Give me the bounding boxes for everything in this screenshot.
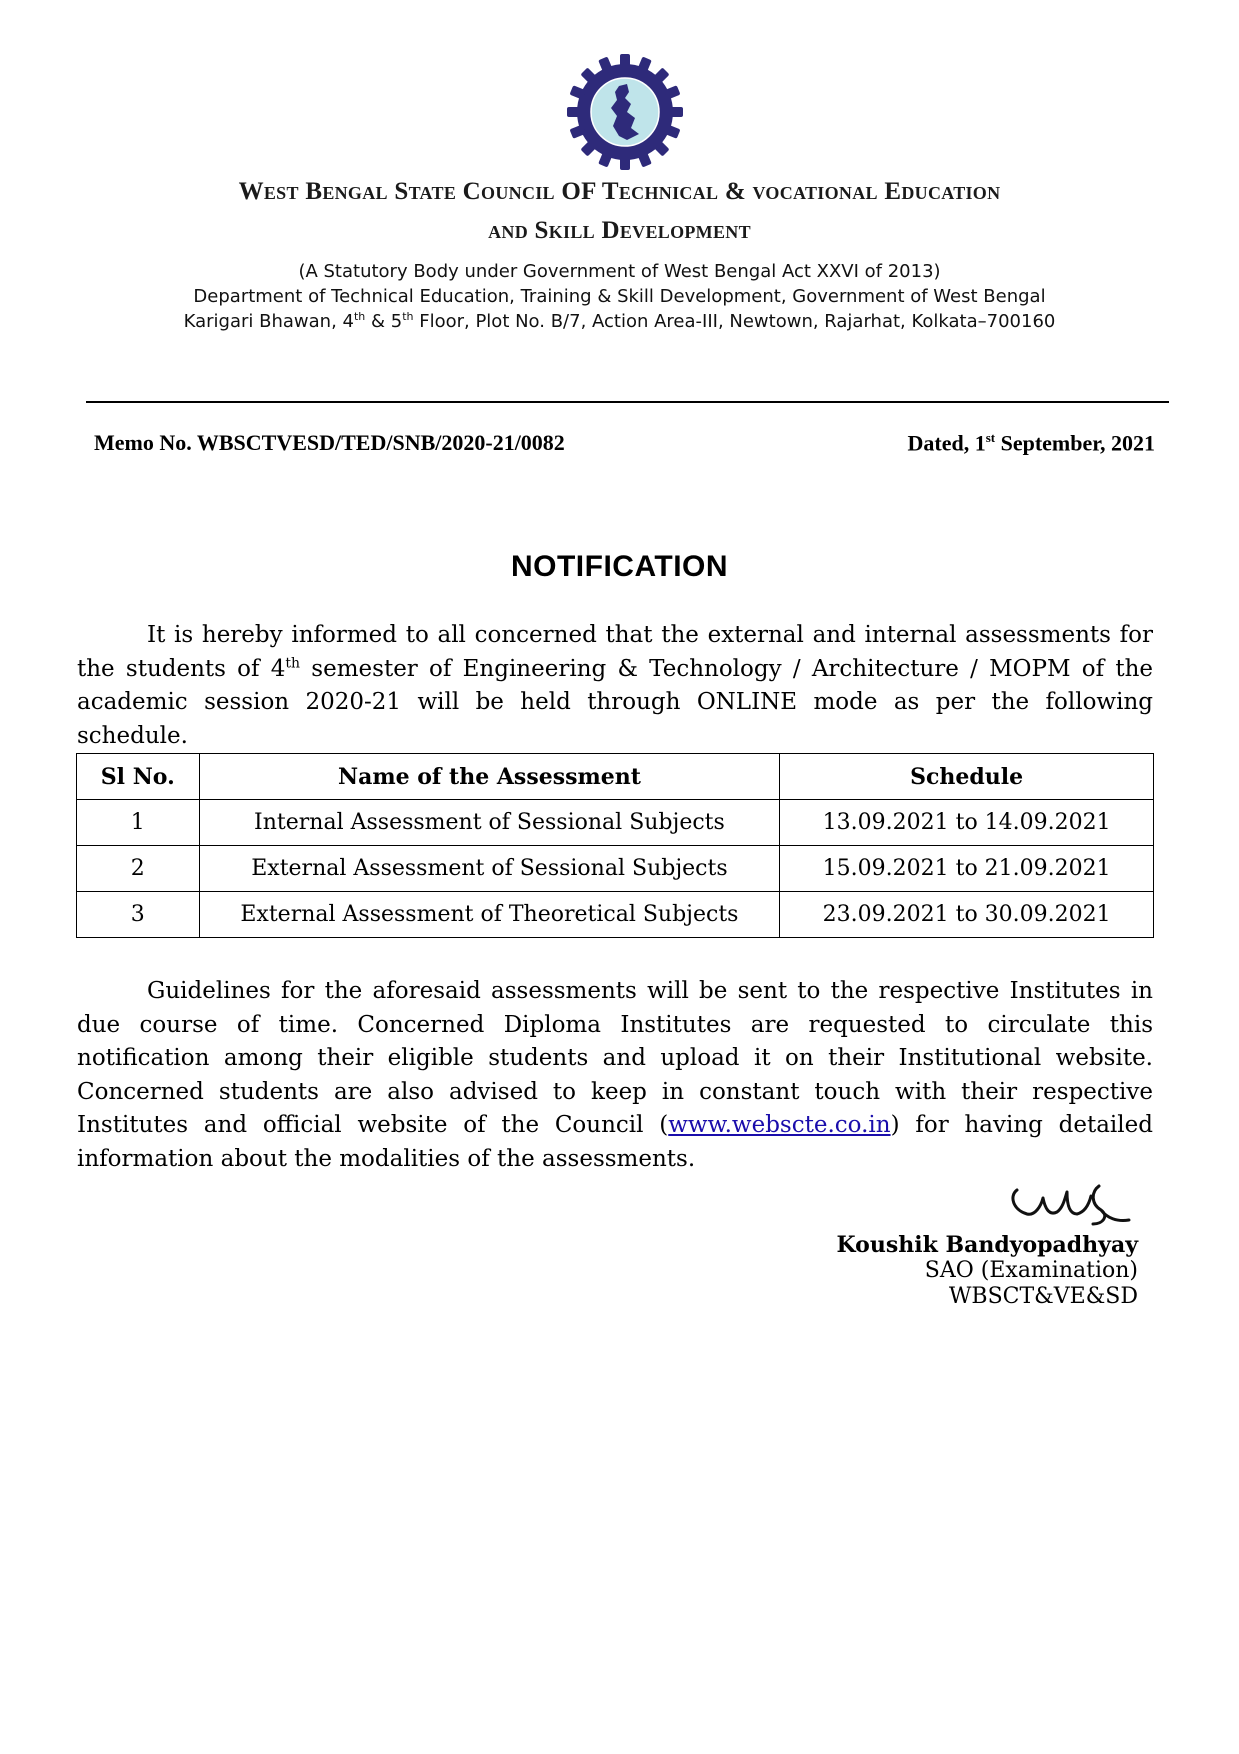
cell-schedule: 23.09.2021 to 30.09.2021	[780, 892, 1154, 938]
handwritten-signature	[1005, 1176, 1145, 1236]
signatory-name: Koushik Bandyopadhyay	[836, 1232, 1138, 1258]
council-logo	[565, 52, 685, 172]
cell-assessment: External Assessment of Theoretical Subjects	[199, 892, 780, 938]
table-row	[77, 846, 1154, 892]
schedule-table	[76, 753, 1154, 938]
cell-assessment: Internal Assessment of Sessional Subjects	[199, 800, 780, 846]
guidelines-paragraph: Guidelines for the aforesaid assessments will be sent to the respective Institutes in due course of time. Concerned Diploma Institutes are requested to circulate this notification among their eligible students and upload it on their Institutional website. Concerned students are also advised to keep in constant touch with their respective Institutes and official website of the Council (www.webscte.co.in) for having detailed information about the modalities of the assessments.	[77, 978, 1153, 1172]
signatory-designation: SAO (Examination)	[924, 1258, 1138, 1283]
address-line: Karigari Bhawan, 4th & 5th Floor, Plot No. B/7, Action Area-III, Newtown, Rajarhat, Kolkata–700160	[183, 310, 1056, 332]
organization-name-line2: and Skill Development	[488, 217, 751, 244]
organization-name-line1: West Bengal State Council OF Technical & vocational Education	[238, 178, 1001, 205]
header-divider	[86, 401, 1169, 403]
intro-paragraph: It is hereby informed to all concerned that the external and internal assessments for the students of 4th semester of Engineering & Technology / Architecture / MOPM of the academic session 2020-21 will be held through ONLINE mode as per the following schedule.	[77, 622, 1154, 749]
department-line: Department of Technical Education, Training & Skill Development, Government of West Bengal	[193, 286, 1046, 307]
cell-sl-no: 3	[77, 892, 200, 938]
column-header-assessment: Name of the Assessment	[199, 754, 780, 800]
cell-schedule: 15.09.2021 to 21.09.2021	[780, 846, 1154, 892]
cell-sl-no: 1	[77, 800, 200, 846]
memo-number: Memo No. WBSCTVESD/TED/SNB/2020-21/0082	[94, 430, 565, 455]
memo-date: Dated, 1st September, 2021	[907, 430, 1155, 456]
cell-assessment: External Assessment of Sessional Subjects	[199, 846, 780, 892]
table-header-row	[77, 754, 1154, 800]
signatory-block	[837, 1232, 1138, 1310]
cell-sl-no: 2	[77, 846, 200, 892]
statutory-note: (A Statutory Body under Government of West Bengal Act XXVI of 2013)	[298, 261, 941, 282]
column-header-sl-no: Sl No.	[77, 754, 200, 800]
signatory-organization: WBSCT&VE&SD	[948, 1284, 1138, 1309]
notification-title: NOTIFICATION	[510, 550, 729, 583]
table-row	[77, 800, 1154, 846]
council-website-link[interactable]: www.webscte.co.in	[668, 1112, 891, 1138]
table-row	[77, 892, 1154, 938]
cell-schedule: 13.09.2021 to 14.09.2021	[780, 800, 1154, 846]
column-header-schedule: Schedule	[780, 754, 1154, 800]
